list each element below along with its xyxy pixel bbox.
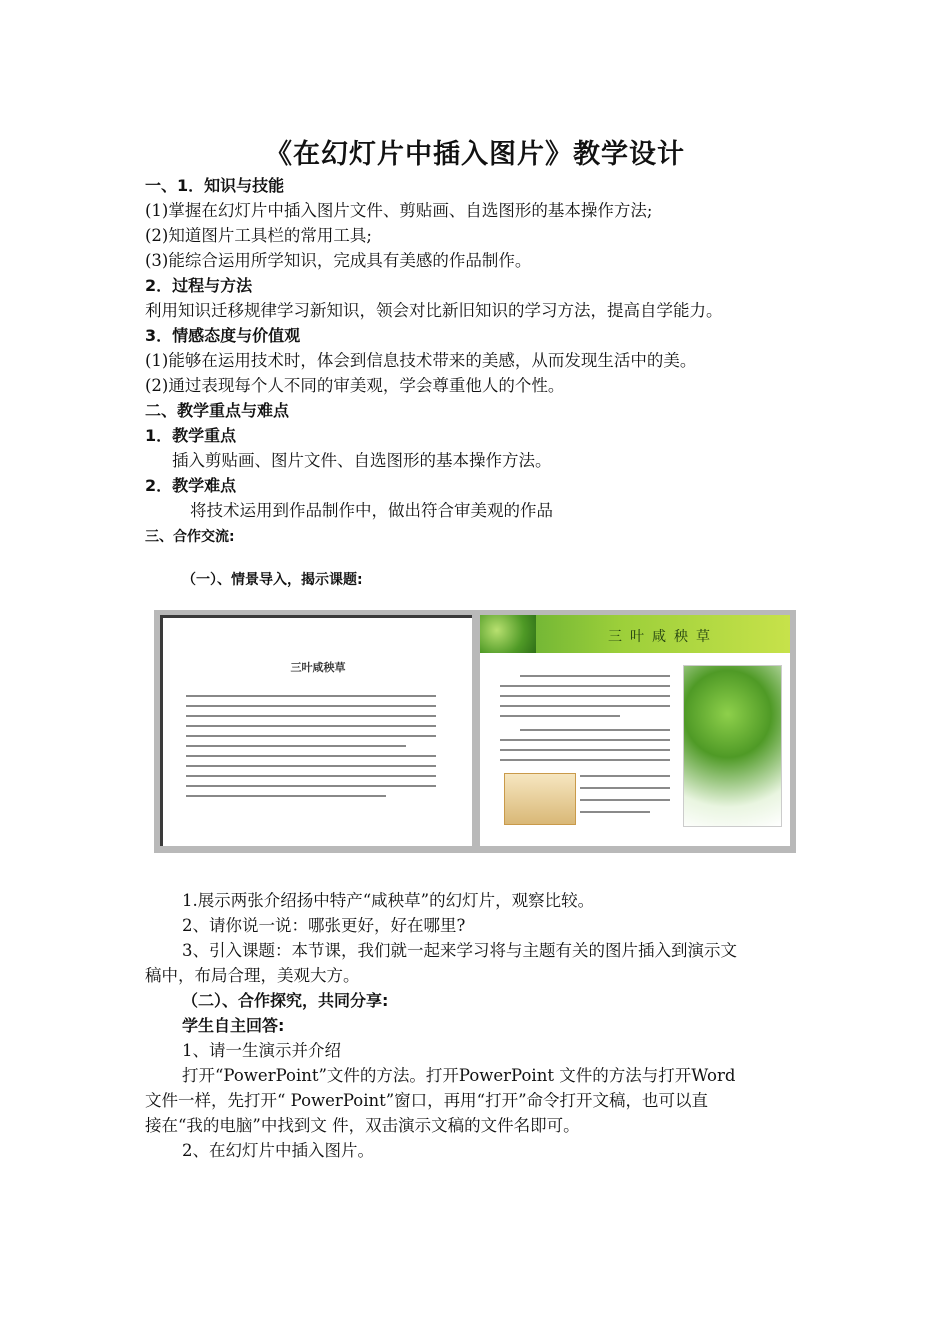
section-heading: 1．教学重点 xyxy=(145,426,237,445)
text-line xyxy=(580,775,670,777)
illustrated-slide-thumbnail xyxy=(480,615,790,846)
illustrated-slide-title: 三叶咸秧草 xyxy=(608,629,718,645)
paragraph-line: 稿中，布局合理，美观大方。 xyxy=(145,966,360,985)
paragraph-line: (3)能综合运用所学知识，完成具有美感的作品制作。 xyxy=(145,251,532,270)
text-line xyxy=(500,705,670,707)
text-line xyxy=(186,765,436,767)
product-box-image xyxy=(504,773,576,825)
text-line xyxy=(500,685,670,687)
text-line xyxy=(186,705,436,707)
section-heading: 一、1．知识与技能 xyxy=(145,176,285,195)
plain-slide-title: 三叶咸秧草 xyxy=(290,661,346,674)
paragraph-line: 2、请你说一说：哪张更好，好在哪里? xyxy=(182,916,466,935)
text-line xyxy=(500,715,620,717)
paragraph-line: (2)通过表现每个人不同的审美观，学会尊重他人的个性。 xyxy=(145,376,565,395)
text-line xyxy=(186,745,406,747)
paragraph-line: 1.展示两张介绍扬中特产“咸秧草”的幻灯片，观察比较。 xyxy=(182,891,595,910)
text-line xyxy=(500,759,670,761)
text-line xyxy=(186,725,436,727)
text-line xyxy=(500,739,670,741)
subsection-heading: 学生自主回答: xyxy=(182,1016,285,1035)
text-line xyxy=(186,715,436,717)
section-heading: 2．教学难点 xyxy=(145,476,237,495)
subsection-heading: （二）、合作探究，共同分享: xyxy=(182,991,389,1010)
paragraph-line: 2、在幻灯片中插入图片。 xyxy=(182,1141,374,1160)
paragraph-line: 接在“我的电脑”中找到文 件，双击演示文稿的文件名即可。 xyxy=(145,1116,580,1135)
paragraph-line: 文件一样，先打开“ PowerPoint”窗口，再用“打开”命令打开文稿，也可以直 xyxy=(145,1091,709,1110)
text-line xyxy=(186,785,436,787)
text-line xyxy=(500,749,670,751)
text-line xyxy=(580,811,650,813)
text-line xyxy=(186,735,436,737)
section-heading: 三、合作交流: xyxy=(145,529,235,545)
text-line xyxy=(500,695,670,697)
text-line xyxy=(186,795,386,797)
plain-slide-thumbnail xyxy=(160,615,472,846)
text-line xyxy=(520,729,670,731)
section-heading: 2．过程与方法 xyxy=(145,276,253,295)
text-line xyxy=(186,755,436,757)
paragraph-line: 1、请一生演示并介绍 xyxy=(182,1041,341,1060)
paragraph-line: 将技术运用到作品制作中，做出符合审美观的作品 xyxy=(190,501,553,520)
section-heading: 3．情感态度与价值观 xyxy=(145,326,301,345)
paragraph-line: 插入剪贴画、图片文件、自选图形的基本操作方法。 xyxy=(172,451,552,470)
text-line xyxy=(580,787,670,789)
text-line xyxy=(580,799,670,801)
text-line xyxy=(520,675,670,677)
paragraph-line: (2)知道图片工具栏的常用工具; xyxy=(145,226,372,245)
paragraph-line: 利用知识迁移规律学习新知识，领会对比新旧知识的学习方法，提高自学能力。 xyxy=(145,301,723,320)
text-line xyxy=(186,775,436,777)
subsection-heading: （一）、情景导入，揭示课题: xyxy=(182,572,363,588)
text-line xyxy=(186,695,436,697)
paragraph-line: 3、引入课题：本节课，我们就一起来学习将与主题有关的图片插入到演示文 xyxy=(182,941,737,960)
clover-photo xyxy=(683,665,782,827)
section-heading: 二、教学重点与难点 xyxy=(145,401,290,420)
paragraph-line: (1)能够在运用技术时，体会到信息技术带来的美感，从而发现生活中的美。 xyxy=(145,351,697,370)
slide-comparison-image xyxy=(154,610,796,853)
paragraph-line: (1)掌握在幻灯片中插入图片文件、剪贴画、自选图形的基本操作方法; xyxy=(145,201,653,220)
paragraph-line: 打开“PowerPoint”文件的方法。打开PowerPoint 文件的方法与打开Word xyxy=(182,1066,736,1085)
document-title: 《在幻灯片中插入图片》教学设计 xyxy=(265,139,685,170)
clover-leaf-image xyxy=(480,615,536,653)
